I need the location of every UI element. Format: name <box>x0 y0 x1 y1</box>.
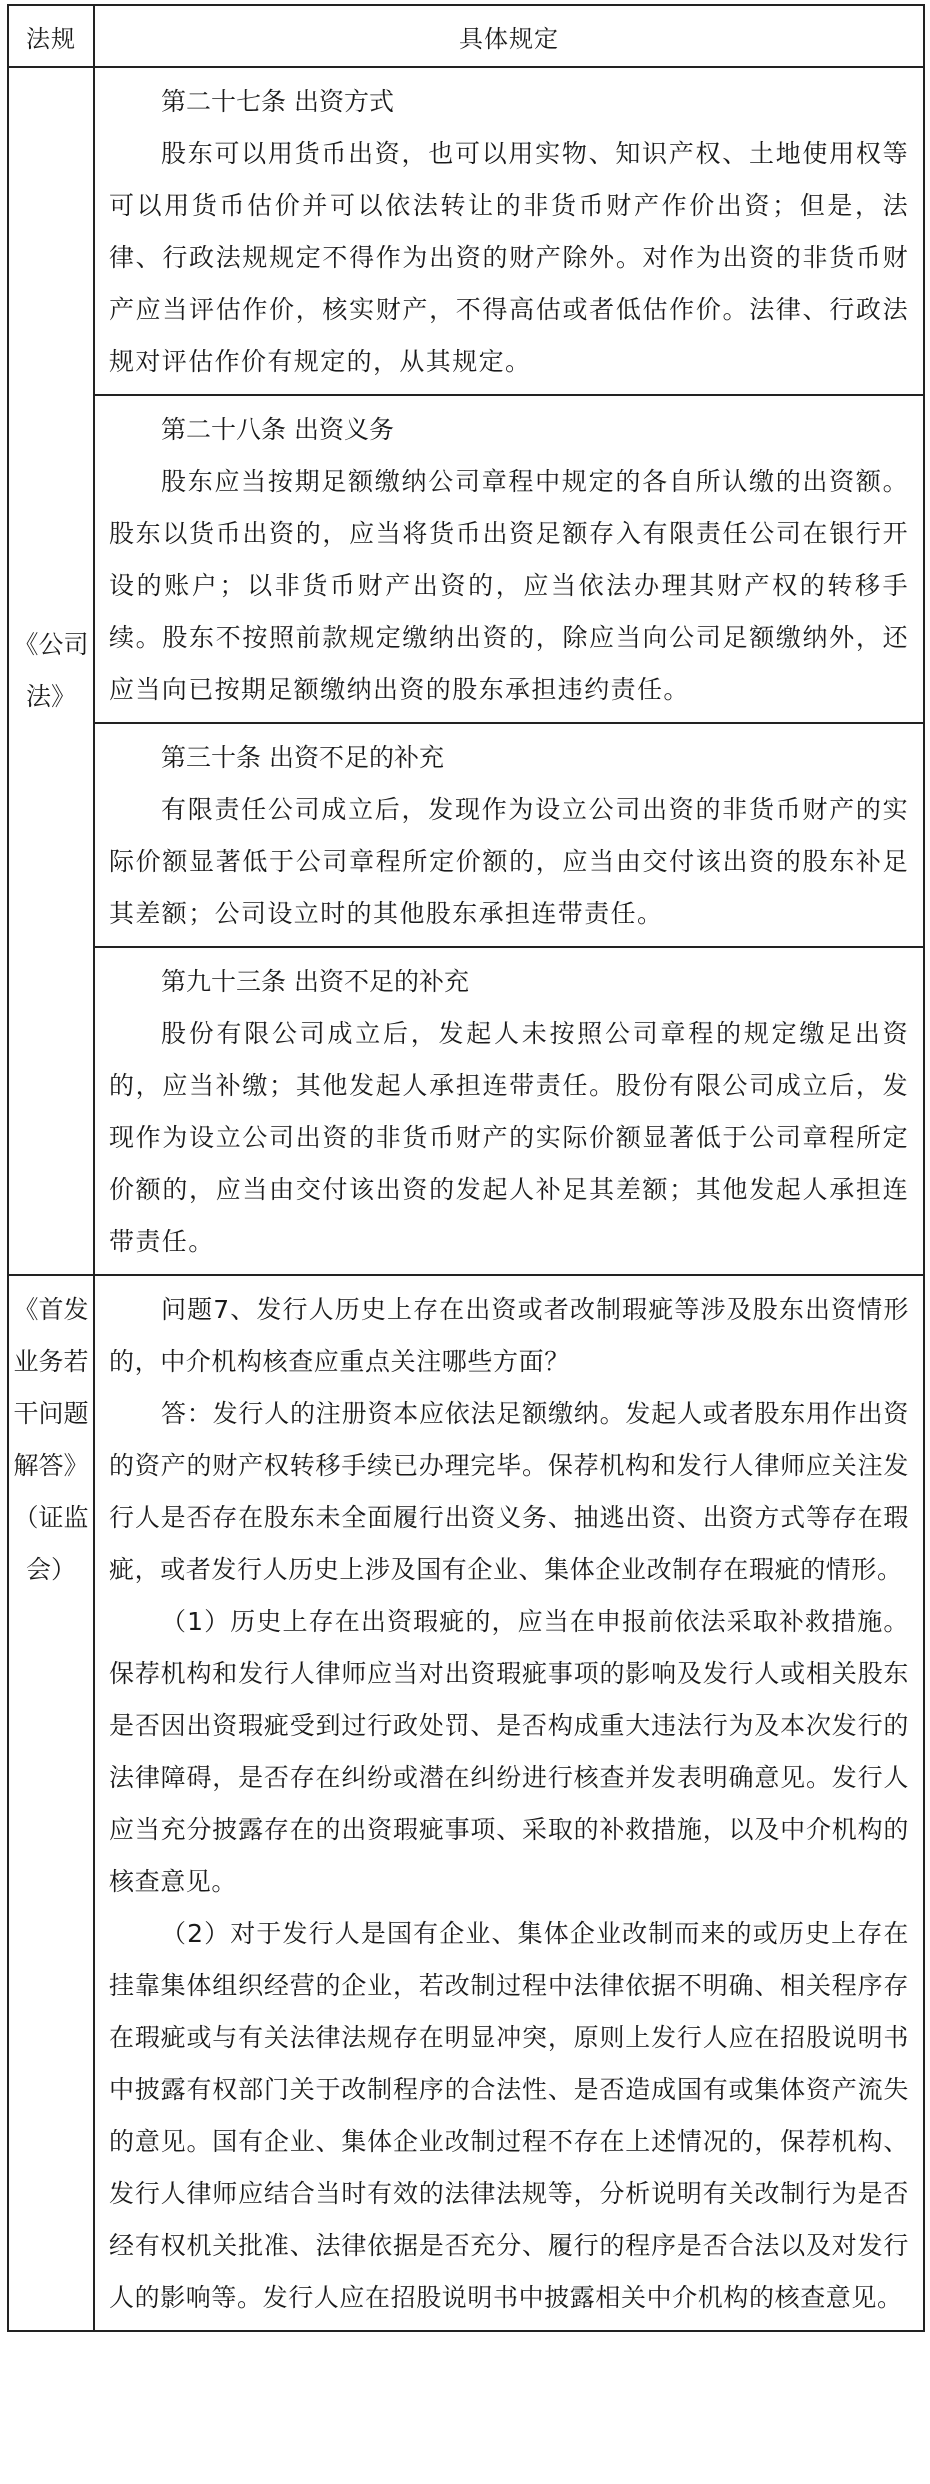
qa-answer: 答：发行人的注册资本应依法足额缴纳。发起人或者股东用作出资的资产的财产权转移手续已办理完毕。保荐机构和发行人律师应关注发行人是否存在股东未全面履行出资义务、抽逃出资、出资方式等存在瑕疵，或者发行人历史上涉及国有企业、集体企业改制存在瑕疵的情形。 <box>109 1399 909 1584</box>
qa-point-2: （2）对于发行人是国有企业、集体企业改制而来的或历史上存在挂靠集体组织经营的企业，若改制过程中法律依据不明确、相关程序存在瑕疵或与有关法律法规存在明显冲突，原则上发行人应在招股说明书中披露有权部门关于改制程序的合法性、是否造成国有或集体资产流失的意见。国有企业、集体企业改制过程不存在上述情况的，保荐机构、发行人律师应结合当时有效的法律法规等，分析说明有关改制行为是否经有权机关批准、法律依据是否充分、履行的程序是否合法以及对发行人的影响等。发行人应在招股说明书中披露相关中介机构的核查意见。 <box>109 1919 909 2312</box>
qa-question: 问题7、发行人历史上存在出资或者改制瑕疵等涉及股东出资情形的，中介机构核查应重点关注哪些方面？ <box>109 1295 909 1376</box>
article-title: 第二十七条 出资方式 <box>161 87 394 116</box>
article-text: 股东应当按期足额缴纳公司章程中规定的各自所认缴的出资额。股东以货币出资的，应当将货币出资足额存入有限责任公司在银行开设的账户；以非货币财产出资的，应当依法办理其财产权的转移手续。股东不按照前款规定缴纳出资的，除应当向公司足额缴纳外，还应当向已按期足额缴纳出资的股东承担违约责任。 <box>109 467 909 704</box>
qa-point-1: （1）历史上存在出资瑕疵的，应当在申报前依法采取补救措施。保荐机构和发行人律师应当对出资瑕疵事项的影响及发行人或相关股东是否因出资瑕疵受到过行政处罚、是否构成重大违法行为及本次发行的法律障碍，是否存在纠纷或潜在纠纷进行核查并发表明确意见。发行人应当充分披露存在的出资瑕疵事项、采取的补救措施，以及中介机构的核查意见。 <box>109 1607 909 1896</box>
regulation-table <box>7 4 925 2332</box>
article-cell <box>94 67 924 395</box>
law-name-company-law: 《公司法》 <box>8 67 94 1275</box>
table-header-row <box>8 5 924 67</box>
article-cell <box>94 723 924 947</box>
article-title: 第九十三条 出资不足的补充 <box>161 967 469 996</box>
article-cell <box>94 395 924 723</box>
header-law: 法规 <box>8 5 94 67</box>
article-text: 股份有限公司成立后，发起人未按照公司章程的规定缴足出资的，应当补缴；其他发起人承担连带责任。股份有限公司成立后，发现作为设立公司出资的非货币财产的实际价额显著低于公司章程所定价额的，应当由交付该出资的发起人补足其差额；其他发起人承担连带责任。 <box>109 1019 909 1256</box>
qa-cell <box>94 1275 924 2331</box>
article-row <box>8 67 924 395</box>
article-title: 第三十条 出资不足的补充 <box>161 743 444 772</box>
law-name-qa: 《首发业务若干问题解答》（证监会） <box>8 1275 94 2331</box>
header-rule: 具体规定 <box>94 5 924 67</box>
article-row <box>8 723 924 947</box>
article-cell <box>94 947 924 1275</box>
article-text: 有限责任公司成立后，发现作为设立公司出资的非货币财产的实际价额显著低于公司章程所定价额的，应当由交付该出资的股东补足其差额；公司设立时的其他股东承担连带责任。 <box>109 795 909 928</box>
article-row <box>8 395 924 723</box>
qa-row <box>8 1275 924 2331</box>
article-text: 股东可以用货币出资，也可以用实物、知识产权、土地使用权等可以用货币估价并可以依法转让的非货币财产作价出资；但是，法律、行政法规规定不得作为出资的财产除外。对作为出资的非货币财产应当评估作价，核实财产，不得高估或者低估作价。法律、行政法规对评估作价有规定的，从其规定。 <box>109 139 909 376</box>
article-title: 第二十八条 出资义务 <box>161 415 394 444</box>
article-row <box>8 947 924 1275</box>
